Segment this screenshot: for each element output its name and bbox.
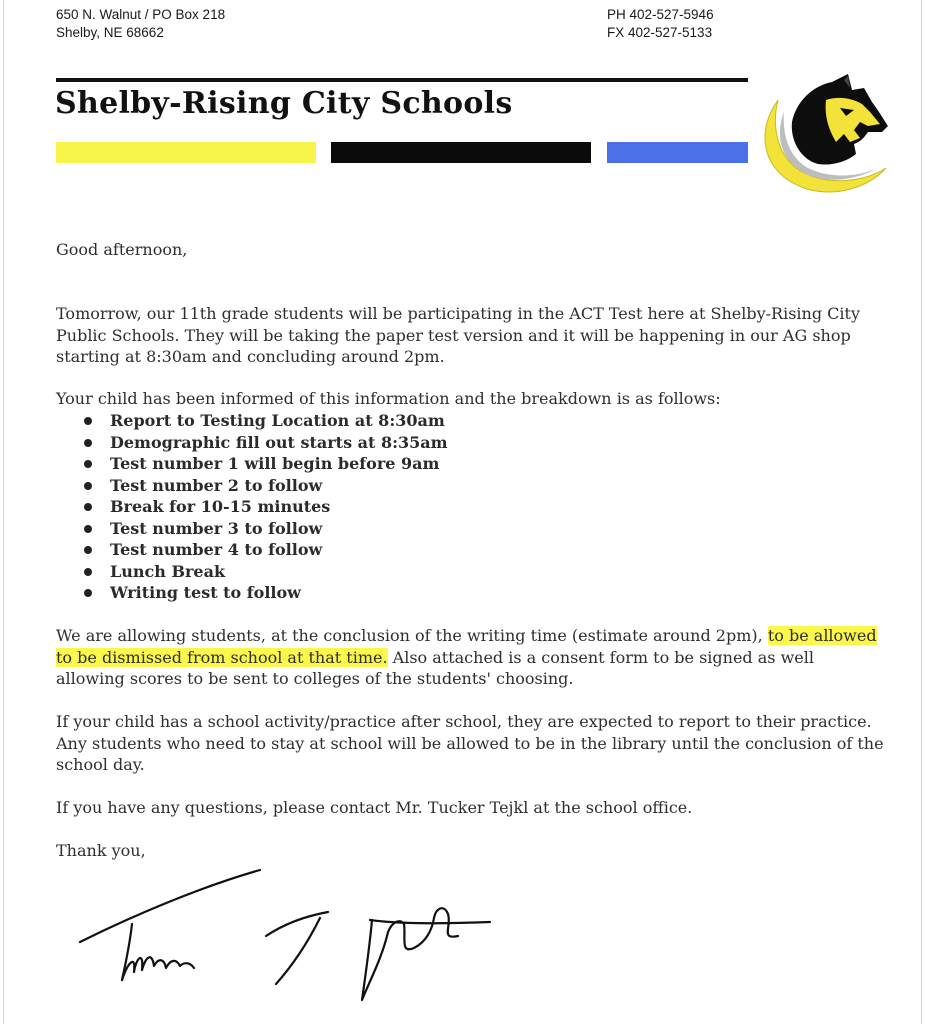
dismissal-highlight: to be allowed to be dismissed from school at that time. <box>56 626 877 667</box>
list-item: Demographic fill out starts at 8:35am <box>56 432 448 454</box>
dismissal-text-start: We are allowing students, at the conclusion of the writing time (estimate around 2pm), <box>56 626 763 645</box>
color-bar-yellow <box>56 142 316 163</box>
list-item: Report to Testing Location at 8:30am <box>56 410 448 432</box>
header-rule <box>56 78 748 82</box>
school-contact <box>607 6 714 42</box>
paragraph-dismissal <box>56 625 886 690</box>
page-border-right <box>921 0 922 1024</box>
phone-number: PH 402-527-5946 <box>607 7 714 22</box>
list-item: Break for 10-15 minutes <box>56 496 448 518</box>
dismissal-text-end: Also attached is a consent form to be signed as well allowing scores to be sent to colleges of the students' choosing. <box>56 647 814 688</box>
handwritten-signature-icon <box>70 862 510 1012</box>
list-item: Test number 4 to follow <box>56 539 448 561</box>
list-item: Lunch Break <box>56 561 448 583</box>
greeting: Good afternoon, <box>56 240 188 259</box>
list-item: Test number 3 to follow <box>56 518 448 540</box>
paragraph-contact: If you have any questions, please contact Mr. Tucker Tejkl at the school office. <box>56 798 693 817</box>
list-item: Test number 2 to follow <box>56 475 448 497</box>
closing: Thank you, <box>56 841 146 860</box>
fax-number: FX 402-527-5133 <box>607 25 713 40</box>
school-address <box>56 6 225 42</box>
list-item: Test number 1 will begin before 9am <box>56 453 448 475</box>
color-bar-black <box>331 142 591 163</box>
school-name: Shelby-Rising City Schools <box>55 86 513 121</box>
color-bar-blue <box>607 142 748 163</box>
schedule-list <box>56 410 448 604</box>
address-line-1: 650 N. Walnut / PO Box 218 <box>56 7 226 22</box>
paragraph-test-info: Tomorrow, our 11th grade students will be participating in the ACT Test here at Shelby-Rising City Public Schools. They will be taking the paper test version and it will be happening in our AG shop starting at 8:30am and concluding around 2pm. <box>56 304 860 366</box>
paragraph-breakdown-intro: Your child has been informed of this information and the breakdown is as follows: <box>56 389 721 408</box>
page-border-left <box>3 0 4 1024</box>
husky-mascot-logo-icon <box>756 72 896 196</box>
address-line-2: Shelby, NE 68662 <box>56 25 164 40</box>
list-item: Writing test to follow <box>56 582 448 604</box>
paragraph-activities: If your child has a school activity/practice after school, they are expected to report to their practice. Any students who need to stay at school will be allowed to be in the library until the conclusion of the school day. <box>56 712 884 774</box>
